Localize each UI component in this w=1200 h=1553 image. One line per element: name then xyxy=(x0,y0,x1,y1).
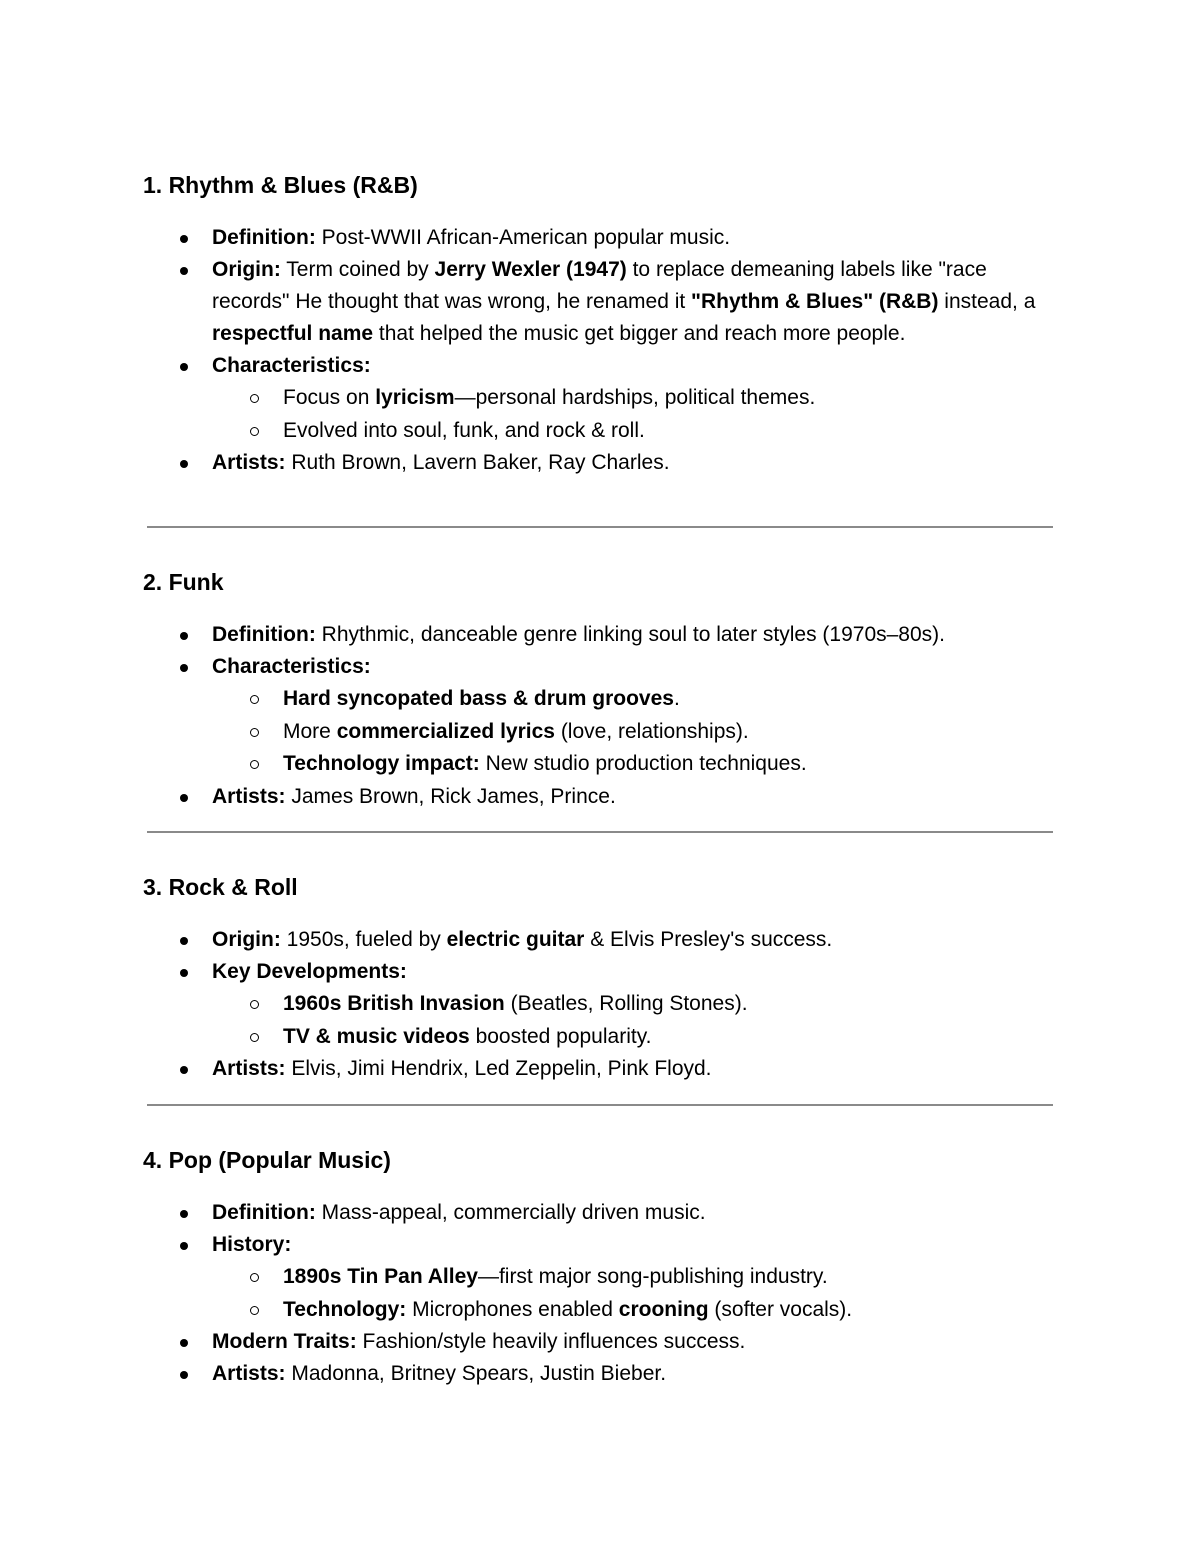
list-item-artists: Artists: Ruth Brown, Lavern Baker, Ray Charles. xyxy=(212,447,1053,479)
sub-list-item: Technology impact: New studio production techniques. xyxy=(283,748,1053,781)
sub-list-item: 1960s British Invasion (Beatles, Rolling Stones). xyxy=(283,988,1053,1021)
section-title: 2. Funk xyxy=(143,569,224,595)
list-item-history: History: 1890s Tin Pan Alley—first major song-publishing industry. Technology: Microphones enabled crooning (softer vocals). xyxy=(212,1229,1053,1326)
section-rock-and-roll xyxy=(143,872,1053,1085)
section-funk xyxy=(143,567,1053,813)
sub-list-item: 1890s Tin Pan Alley—first major song-publishing industry. xyxy=(283,1261,1053,1294)
list-item-artists: Artists: Madonna, Britney Spears, Justin Bieber. xyxy=(212,1358,1053,1390)
list-item-artists: Artists: James Brown, Rick James, Prince. xyxy=(212,781,1053,813)
list-item-characteristics: Characteristics: Focus on lyricism—personal hardships, political themes. Evolved into soul, funk, and rock & roll. xyxy=(212,350,1053,447)
section-divider xyxy=(147,831,1053,833)
list-item-definition: Definition: Post-WWII African-American popular music. xyxy=(212,222,1053,254)
list-item-modern-traits: Modern Traits: Fashion/style heavily influences success. xyxy=(212,1326,1053,1358)
section-rnb xyxy=(143,170,1053,479)
list-item-origin: Origin: 1950s, fueled by electric guitar & Elvis Presley's success. xyxy=(212,924,1053,956)
list-item-key-developments: Key Developments: 1960s British Invasion (Beatles, Rolling Stones). TV & music videos boosted popularity. xyxy=(212,956,1053,1053)
section-divider xyxy=(147,526,1053,528)
sub-list-item: Evolved into soul, funk, and rock & roll. xyxy=(283,415,1053,448)
sub-list xyxy=(212,382,1053,447)
section-title: 1. Rhythm & Blues (R&B) xyxy=(143,172,418,198)
sub-list-item: More commercialized lyrics (love, relationships). xyxy=(283,716,1053,749)
section-title: 3. Rock & Roll xyxy=(143,874,298,900)
section-title: 4. Pop (Popular Music) xyxy=(143,1147,391,1173)
section-divider xyxy=(147,1104,1053,1106)
sub-list-item: Focus on lyricism—personal hardships, political themes. xyxy=(283,382,1053,415)
list-item-definition: Definition: Mass-appeal, commercially driven music. xyxy=(212,1197,1053,1229)
list-item-artists: Artists: Elvis, Jimi Hendrix, Led Zeppelin, Pink Floyd. xyxy=(212,1053,1053,1085)
sub-list xyxy=(212,988,1053,1053)
section-pop xyxy=(143,1145,1053,1390)
sub-list-item: Technology: Microphones enabled crooning (softer vocals). xyxy=(283,1294,1053,1327)
sub-list-item: TV & music videos boosted popularity. xyxy=(283,1021,1053,1054)
bullet-list xyxy=(143,619,1053,813)
sub-list-item: Hard syncopated bass & drum grooves. xyxy=(283,683,1053,716)
list-item-definition: Definition: Rhythmic, danceable genre linking soul to later styles (1970s–80s). xyxy=(212,619,1053,651)
list-item-origin: Origin: Term coined by Jerry Wexler (1947) to replace demeaning labels like "race records" He thought that was wrong, he renamed it "Rhythm & Blues" (R&B) instead, a respectful name that helped the music get bigger and reach more people. xyxy=(212,254,1053,350)
bullet-list xyxy=(143,924,1053,1085)
sub-list xyxy=(212,683,1053,781)
list-item-characteristics: Characteristics: Hard syncopated bass & drum grooves. More commercialized lyrics (love, relationships). Technology impact: New studio production techniques. xyxy=(212,651,1053,781)
bullet-list xyxy=(143,222,1053,479)
bullet-list xyxy=(143,1197,1053,1390)
sub-list xyxy=(212,1261,1053,1326)
